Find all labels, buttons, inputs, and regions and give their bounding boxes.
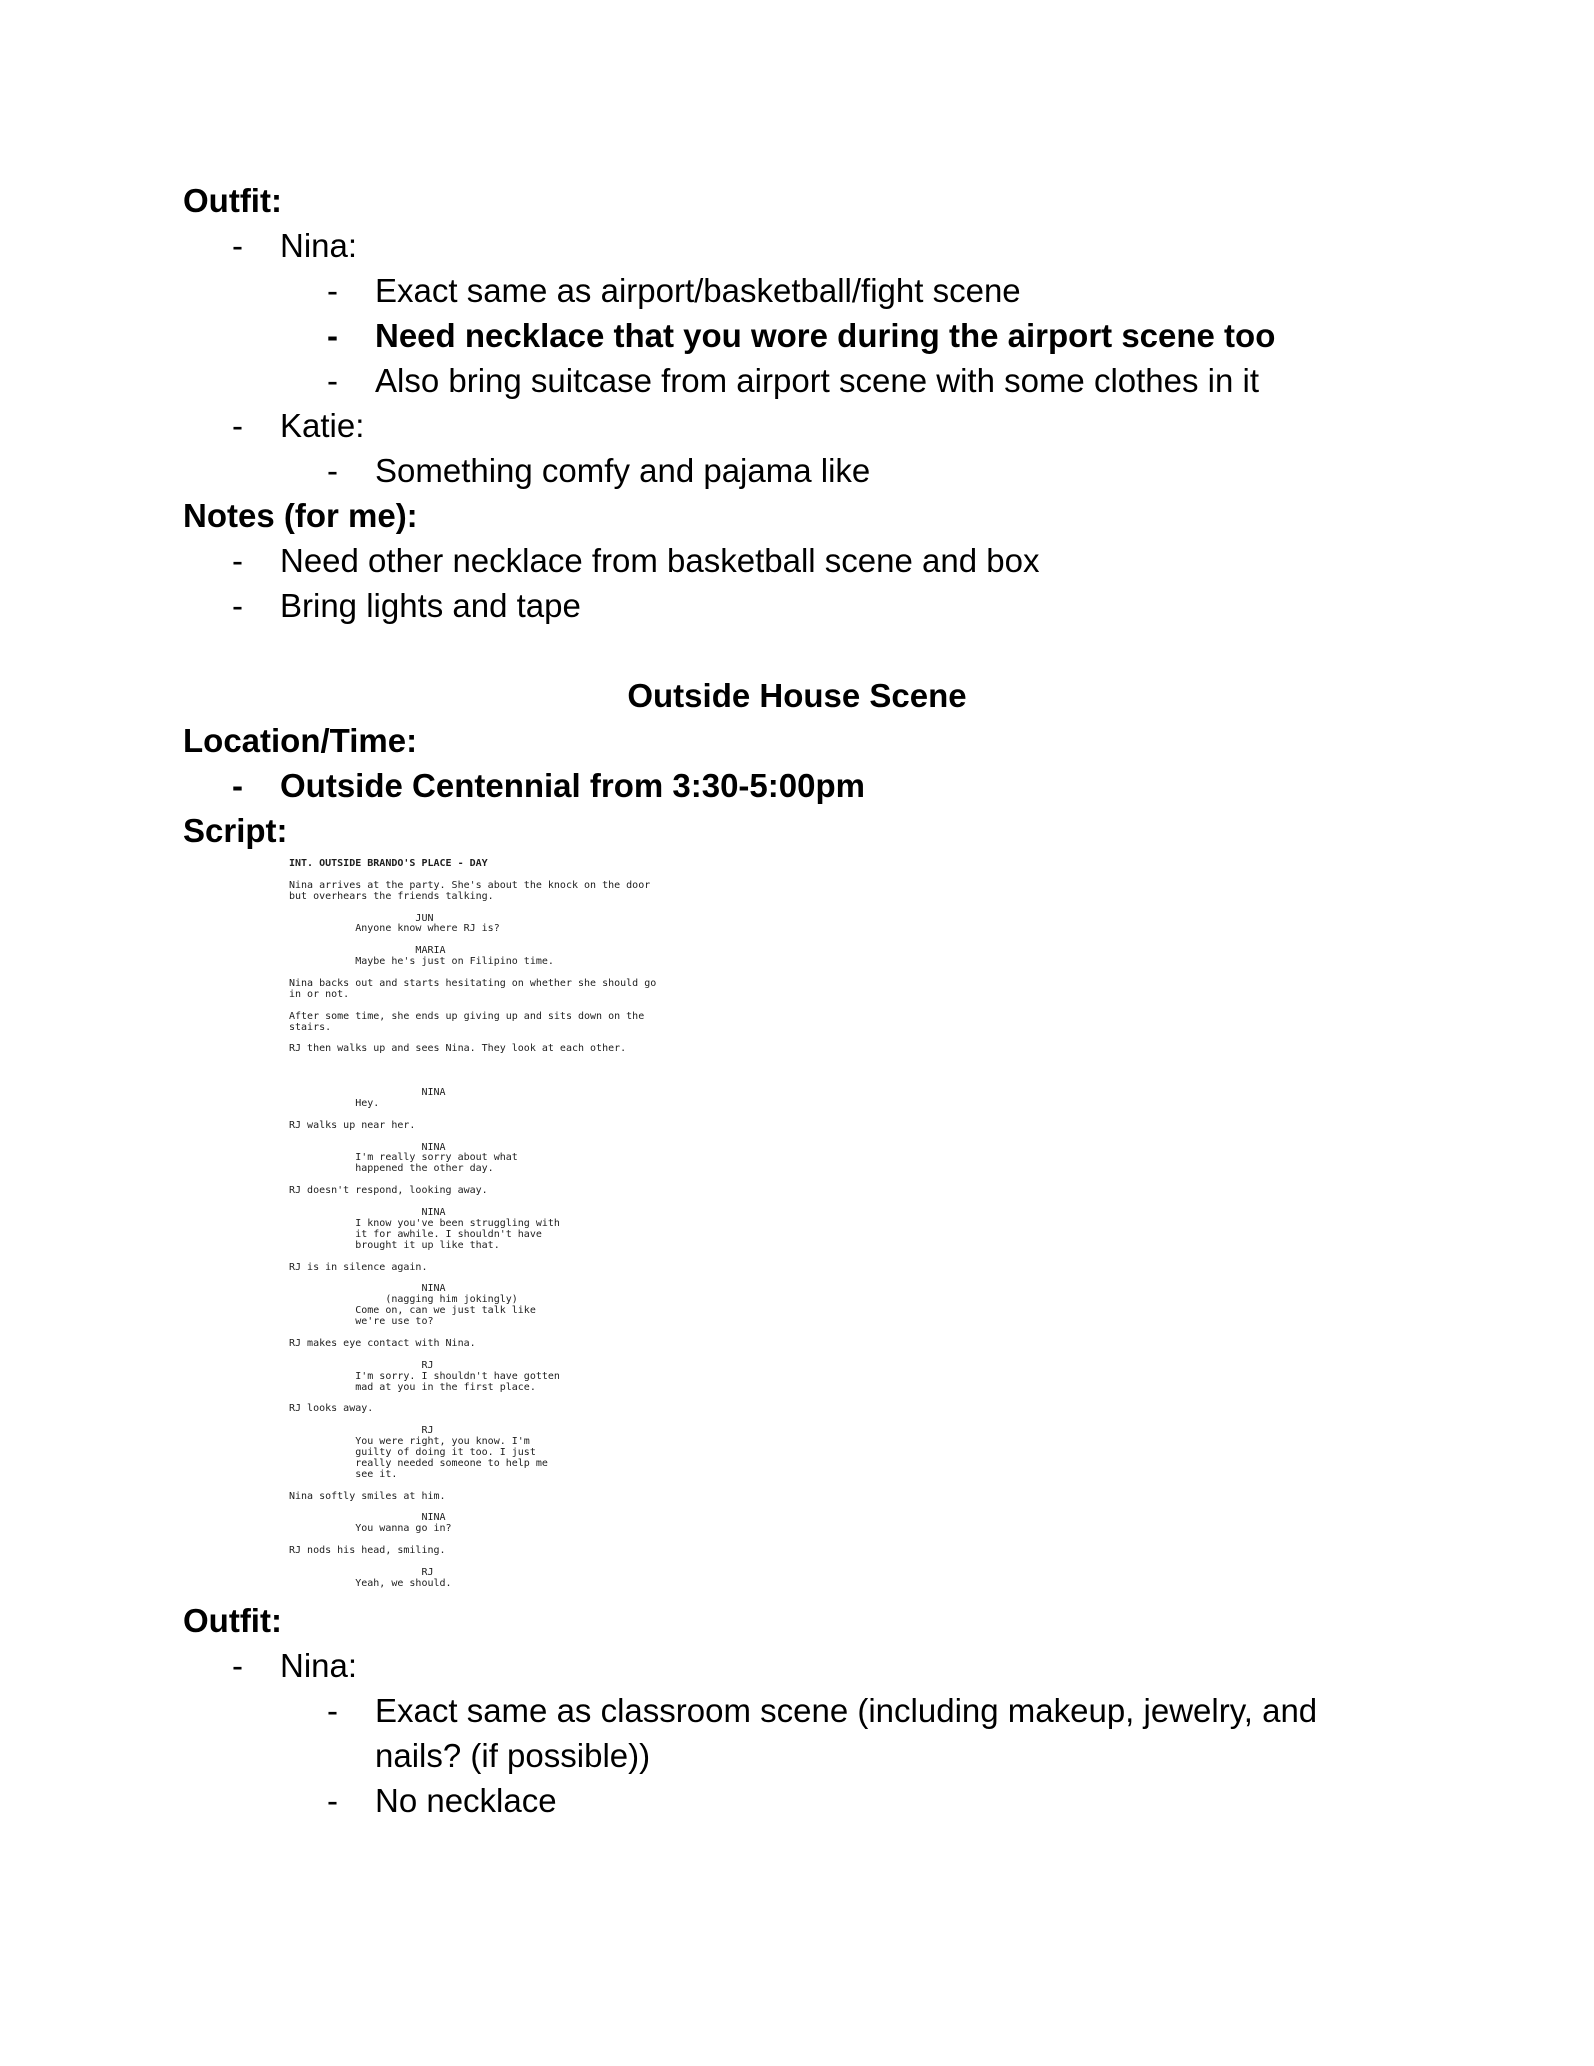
script-line: but overhears the friends talking. <box>289 890 494 902</box>
list-item <box>183 358 1594 403</box>
section-heading-location: Location/Time: <box>183 722 418 759</box>
script-line: You wanna go in? <box>289 1523 452 1535</box>
section-heading-script: Script: <box>183 812 288 849</box>
script-line: NINA <box>289 1512 446 1524</box>
bullet-dash: - <box>327 452 338 489</box>
script-line: RJ nods his head, smiling. <box>289 1545 446 1557</box>
script-line: NINA <box>289 1087 446 1099</box>
script-line <box>289 1535 1594 1546</box>
list-item-label: Need necklace that you wore during the airport scene too <box>375 317 1276 354</box>
list-item <box>183 1778 1594 1823</box>
script-line <box>289 1273 1594 1284</box>
script-line: in or not. <box>289 988 350 1000</box>
script-line <box>289 1055 1594 1066</box>
list-item <box>183 1643 1594 1688</box>
list-item <box>183 1688 1594 1778</box>
list-item <box>183 583 1594 628</box>
script-line <box>289 1557 1594 1568</box>
script-line: RJ makes eye contact with Nina. <box>289 1337 476 1349</box>
bullet-dash: - <box>232 1646 243 1684</box>
list-item-label: No necklace <box>375 1781 557 1819</box>
bullet-dash: - <box>232 767 243 804</box>
bullet-dash: - <box>327 272 338 309</box>
list-item <box>183 538 1594 583</box>
bullet-dash: - <box>327 1781 338 1819</box>
script-line: RJ then walks up and sees Nina. They look at each other. <box>289 1043 627 1055</box>
script-line: Hey. <box>289 1097 380 1109</box>
script-line: (nagging him jokingly) <box>289 1294 518 1306</box>
section-heading-outfit: Outfit: <box>183 182 282 219</box>
list-item-label: Exact same as airport/basketball/fight scene <box>375 272 1021 309</box>
script-line: JUN <box>289 912 434 924</box>
script-block <box>289 859 1594 1590</box>
list-item <box>183 763 1594 808</box>
list-item-label: Nina: <box>280 1646 358 1684</box>
script-line: RJ <box>289 1359 434 1371</box>
script-line: happened the other day. <box>289 1163 494 1175</box>
script-line: RJ is in silence again. <box>289 1261 428 1273</box>
script-line <box>289 935 1594 946</box>
script-line: After some time, she ends up giving up and sits down on the <box>289 1010 645 1022</box>
script-line: see it. <box>289 1468 398 1480</box>
script-line: Nina softly smiles at him. <box>289 1490 446 1502</box>
bullet-dash: - <box>232 587 243 624</box>
script-line: INT. OUTSIDE BRANDO'S PLACE - DAY <box>289 858 488 869</box>
script-line <box>289 1110 1594 1121</box>
script-line: brought it up like that. <box>289 1239 500 1251</box>
script-line <box>289 1066 1594 1077</box>
list-item-label: Bring lights and tape <box>280 587 581 624</box>
script-line: You were right, you know. I'm <box>289 1436 530 1448</box>
script-line <box>289 1077 1594 1088</box>
script-line <box>289 1328 1594 1339</box>
script-line: guilty of doing it too. I just <box>289 1446 536 1458</box>
list-item-label: Something comfy and pajama like <box>375 452 871 489</box>
section-heading-notes: Notes (for me): <box>183 497 418 534</box>
script-line: Nina arrives at the party. She's about the knock on the door <box>289 879 651 891</box>
list-item-label: Outside Centennial from 3:30-5:00pm <box>280 767 865 804</box>
script-line: RJ walks up near her. <box>289 1119 416 1131</box>
script-line: Maybe he's just on Filipino time. <box>289 956 554 968</box>
list-item <box>183 313 1594 358</box>
script-line <box>289 1393 1594 1404</box>
script-line: we're use to? <box>289 1316 434 1328</box>
bullet-dash: - <box>327 362 338 399</box>
script-line <box>289 1252 1594 1263</box>
script-line: MARIA <box>289 945 446 957</box>
script-line: mad at you in the first place. <box>289 1381 536 1393</box>
script-line: RJ <box>289 1425 434 1437</box>
list-item <box>183 223 1594 268</box>
script-line <box>289 903 1594 914</box>
section-heading-outfit: Outfit: <box>183 1601 282 1639</box>
list-item-label: Exact same as classroom scene (including makeup, jewelry, and nails? (if possible)) <box>375 1691 1318 1774</box>
script-line <box>289 1197 1594 1208</box>
bullet-dash: - <box>232 227 243 264</box>
list-item-label: Nina: <box>280 227 358 264</box>
script-line: it for awhile. I shouldn't have <box>289 1228 542 1240</box>
script-line: I'm sorry. I shouldn't have gotten <box>289 1370 560 1382</box>
list-item-label: Katie: <box>280 407 365 444</box>
list-item-label: Need other necklace from basketball scene and box <box>280 542 1040 579</box>
script-line: stairs. <box>289 1021 332 1033</box>
bullet-dash: - <box>327 1691 338 1729</box>
list-item <box>183 268 1594 313</box>
list-item <box>183 403 1594 448</box>
script-line: I'm really sorry about what <box>289 1152 518 1164</box>
script-line <box>289 1132 1594 1143</box>
script-line: NINA <box>289 1141 446 1153</box>
list-item <box>183 448 1594 493</box>
script-line: Yeah, we should. <box>289 1577 452 1589</box>
script-line: NINA <box>289 1283 446 1295</box>
script-line <box>289 1481 1594 1492</box>
script-line: Nina backs out and starts hesitating on whether she should go <box>289 977 657 989</box>
script-line: Anyone know where RJ is? <box>289 923 500 935</box>
bullet-dash: - <box>327 317 338 354</box>
script-line: NINA <box>289 1207 446 1218</box>
list-item-label: Also bring suitcase from airport scene with some clothes in it <box>375 362 1260 399</box>
script-line: really needed someone to help me <box>289 1457 548 1469</box>
bullet-dash: - <box>232 542 243 579</box>
bullet-dash: - <box>232 407 243 444</box>
script-line: I know you've been struggling with <box>289 1217 560 1229</box>
script-line <box>289 1350 1594 1361</box>
scene-title: Outside House Scene <box>627 677 967 714</box>
script-line: RJ looks away. <box>289 1403 374 1415</box>
script-line: RJ doesn't respond, looking away. <box>289 1185 488 1197</box>
script-line: RJ <box>289 1566 434 1578</box>
script-line <box>289 1415 1594 1426</box>
script-line: Come on, can we just talk like <box>289 1305 536 1317</box>
script-line <box>289 1502 1594 1513</box>
